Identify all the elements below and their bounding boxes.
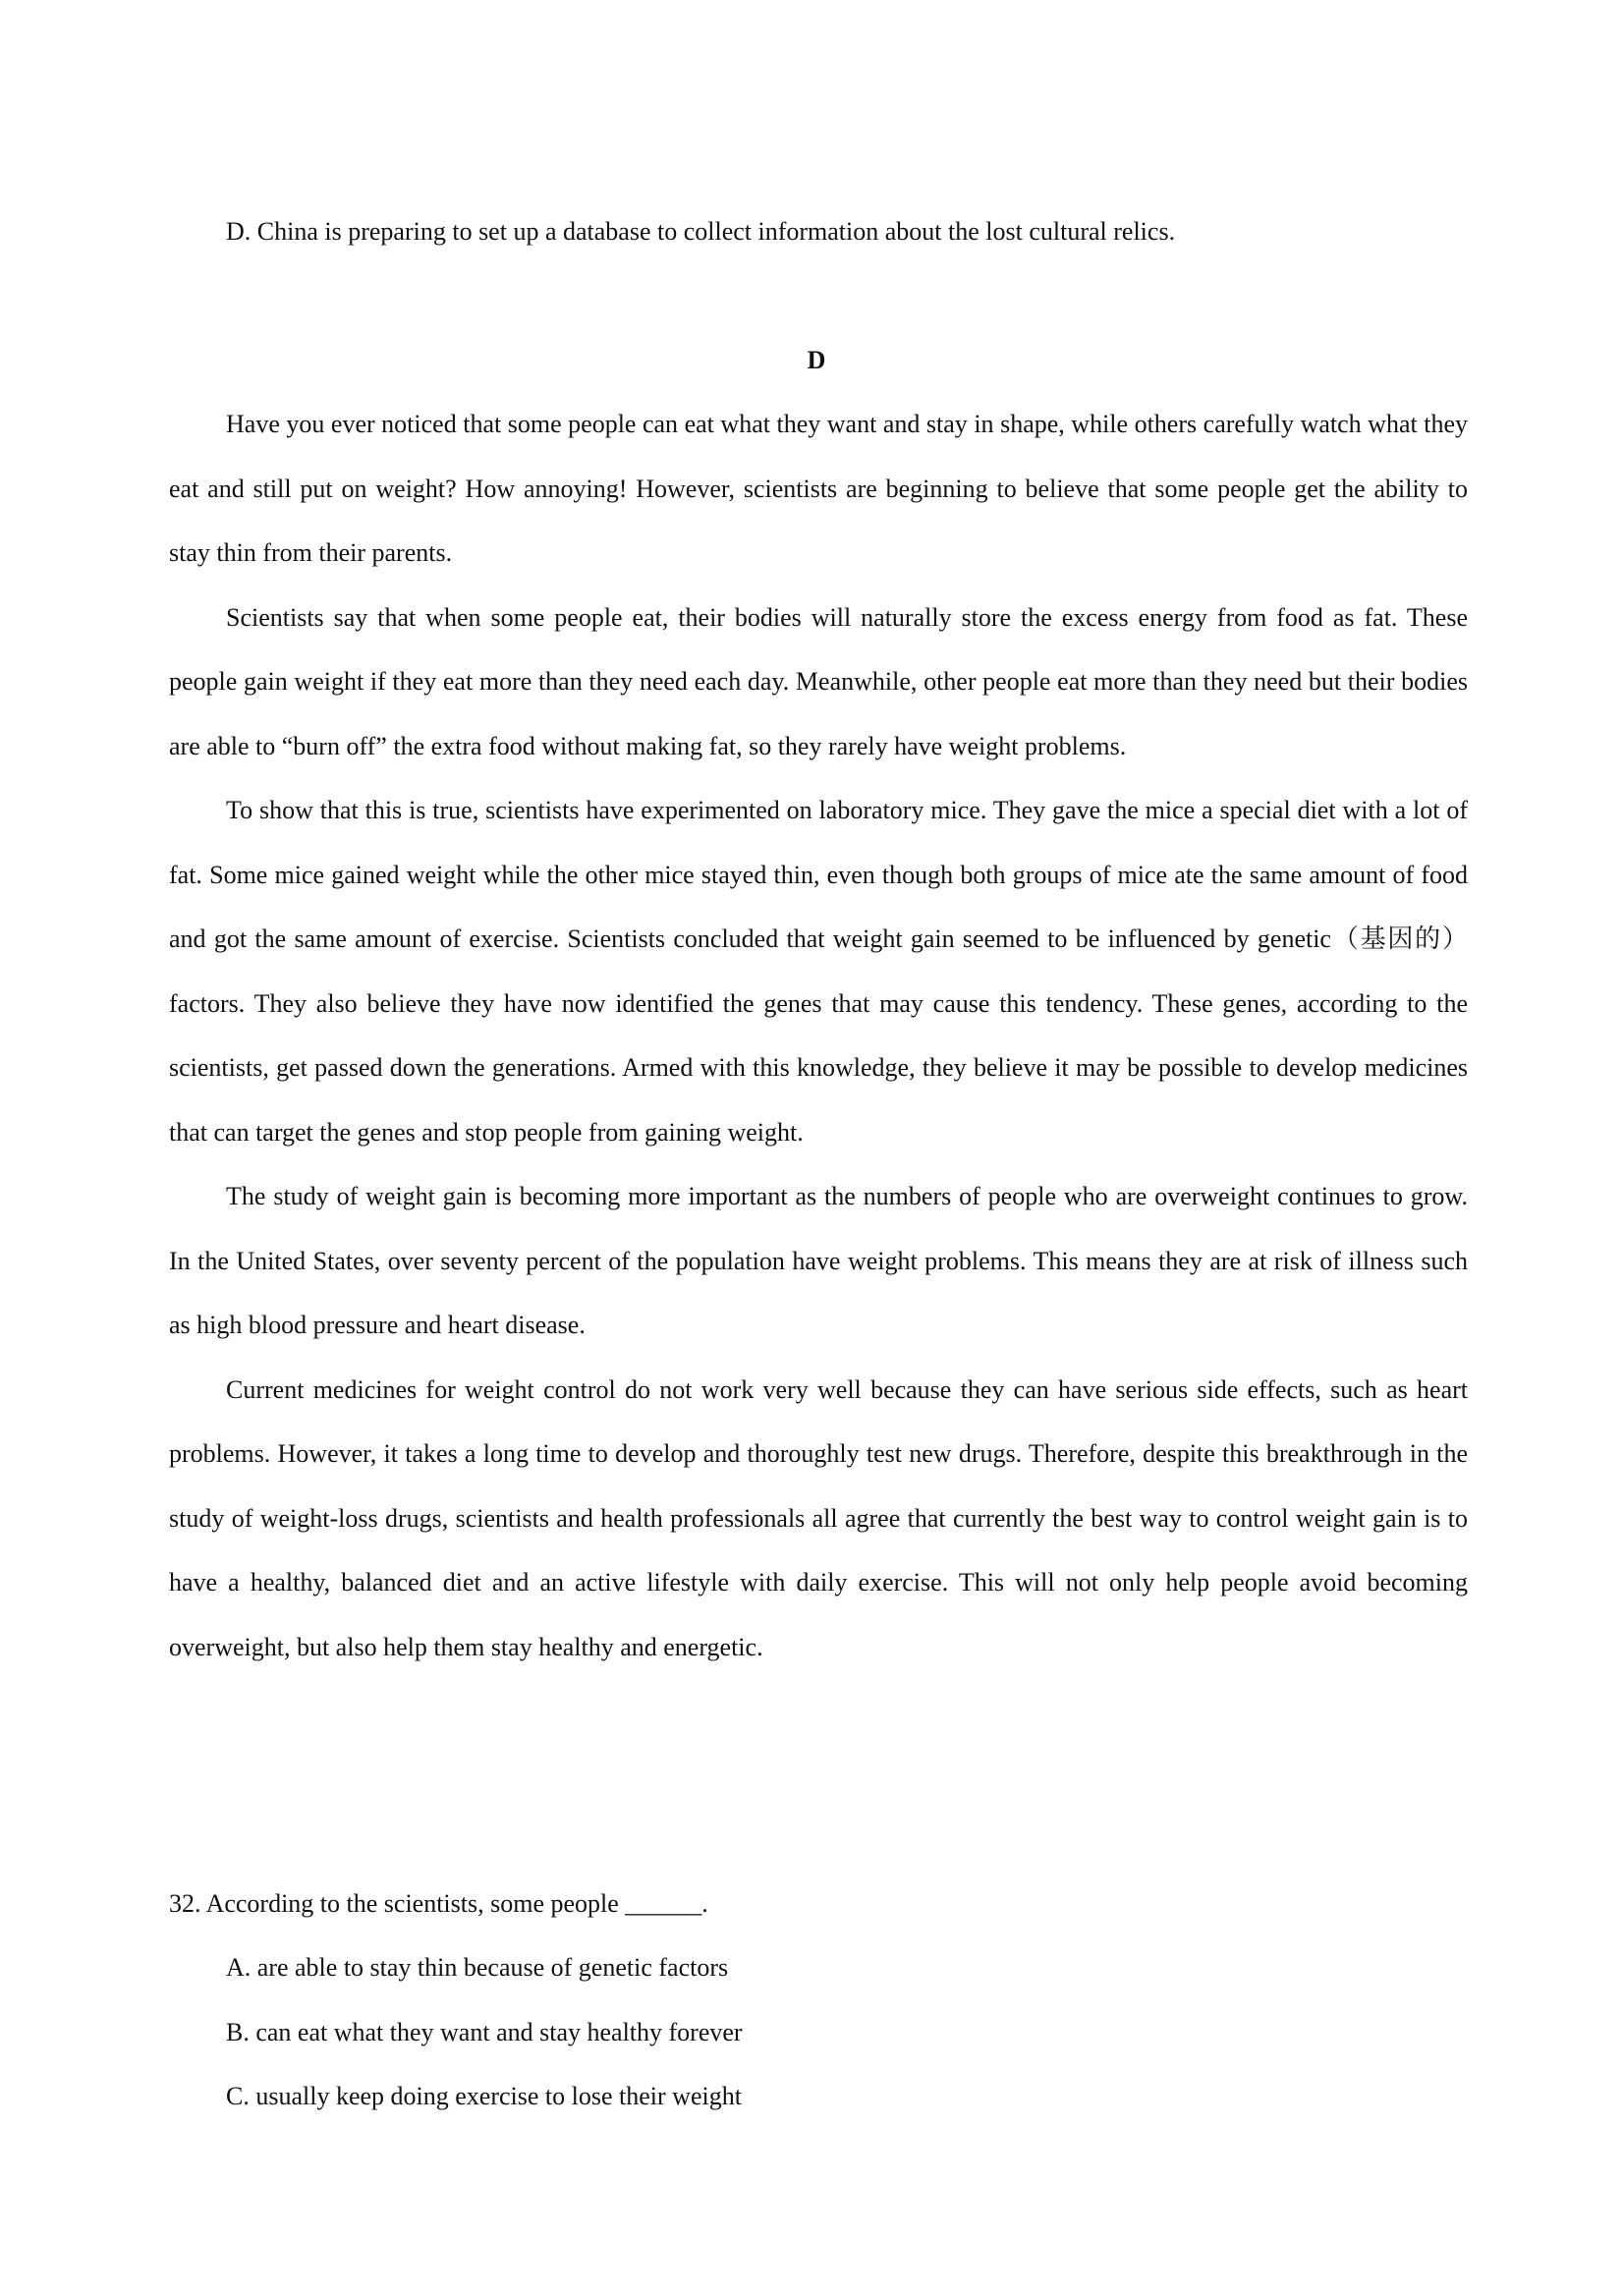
previous-question-option-d: D. China is preparing to set up a database to collect information about the lost cultural relics. [226, 217, 1176, 246]
passage-heading: D [807, 346, 826, 374]
passage-paragraph-4: The study of weight gain is becoming more important as the numbers of people who are overweight continues to grow. In the United States, over seventy percent of the population have weight problems. This means they are at risk of illness such as high blood pressure and heart disease. [169, 1182, 1468, 1339]
passage-body [169, 392, 1468, 1679]
question-32-option-b: B. can eat what they want and stay healthy forever [226, 2018, 743, 2046]
passage-paragraph-2: Scientists say that when some people eat, their bodies will naturally store the excess energy from food as fat. These people gain weight if they eat more than they need each day. Meanwhile, other people eat more than they need but their bodies are able to “burn off” the extra food without making fat, so they rarely have weight problems. [169, 602, 1468, 760]
question-32-option-c: C. usually keep doing exercise to lose their weight [226, 2082, 742, 2110]
passage-paragraph-1: Have you ever noticed that some people can eat what they want and stay in shape, while others carefully watch what they eat and still put on weight? How annoying! However, scientists are beginning to believe that some people get the ability to stay thin from their parents. [169, 410, 1468, 567]
passage-paragraph-5: Current medicines for weight control do not work very well because they can have serious side effects, such as heart problems. However, it takes a long time to develop and thoroughly test new drugs. Therefore, despite this breakthrough in the study of weight-loss drugs, scientists and health professionals all agree that currently the best way to control weight gain is to have a healthy, balanced diet and an active lifestyle with daily exercise. This will not only help people avoid becoming overweight, but also help them stay healthy and energetic. [169, 1374, 1468, 1661]
question-32-option-a: A. are able to stay thin because of genetic factors [226, 1953, 729, 1982]
question-32-stem: 32. According to the scientists, some people ______. [169, 1889, 708, 1918]
passage-paragraph-3: To show that this is true, scientists have experimented on laboratory mice. They gave the mice a special diet with a lot of fat. Some mice gained weight while the other mice stayed thin, even though both groups of mice ate the same amount of food and got the same amount of exercise. Scientists concluded that weight gain seemed to be influenced by genetic（基因的）factors. They also believe they have now identified the genes that may cause this tendency. These genes, according to the scientists, get passed down the generations. Armed with this knowledge, they believe it may be possible to develop medicines that can target the genes and stop people from gaining weight. [169, 796, 1468, 1147]
